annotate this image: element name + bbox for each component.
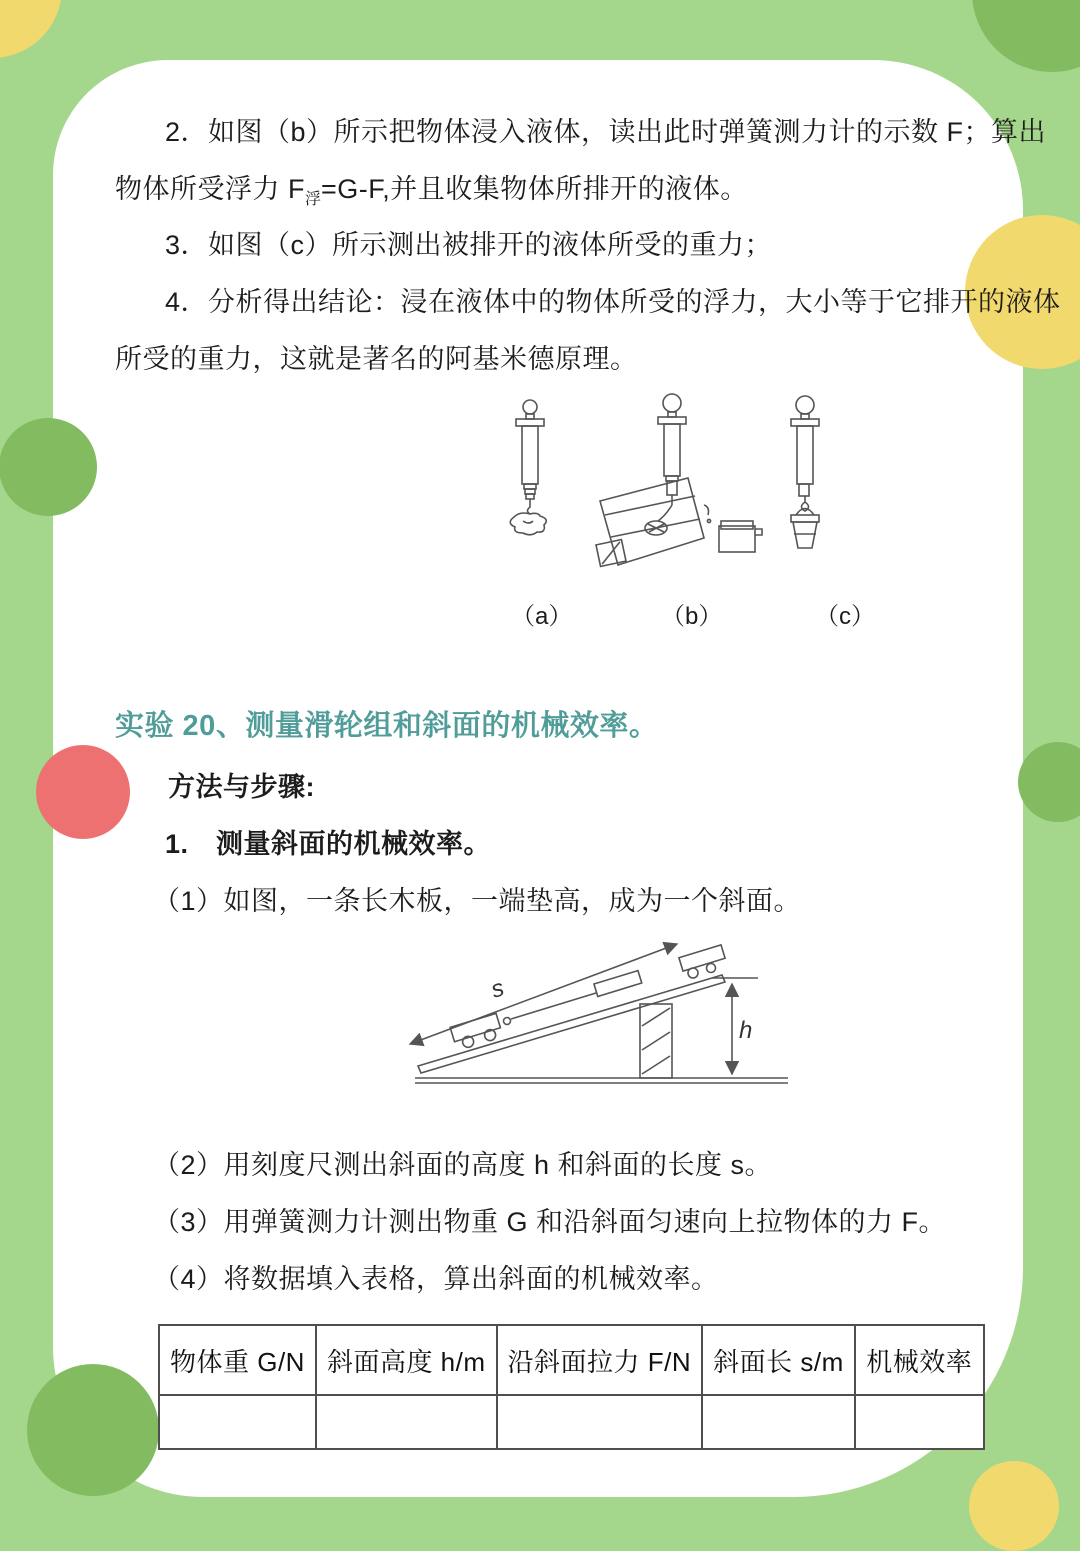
decor-circle-yellow-top-left bbox=[0, 0, 62, 58]
item1-sub1: （1）如图，一条长木板，一端垫高，成为一个斜面。 bbox=[153, 886, 802, 916]
top-trolley-wheel-1 bbox=[688, 968, 698, 978]
table-header-force: 沿斜面拉力 F/N bbox=[497, 1325, 703, 1395]
buoyancy-step2-line2-suffix: =G-F,并且收集物体所排开的液体。 bbox=[321, 174, 748, 204]
table-header-length: 斜面长 s/m bbox=[702, 1325, 855, 1395]
support-block-hatching bbox=[642, 1008, 670, 1074]
pull-cord bbox=[511, 993, 596, 1019]
decor-circle-green-right-mid bbox=[1018, 742, 1080, 822]
table-cell-force bbox=[497, 1395, 703, 1449]
experiment20-heading: 实验 20、测量滑轮组和斜面的机械效率。 bbox=[115, 710, 659, 742]
incline-figure bbox=[390, 920, 820, 1115]
s-label: s bbox=[487, 974, 508, 1004]
table-header-weight: 物体重 G/N bbox=[159, 1325, 316, 1395]
table-header-efficiency: 机械效率 bbox=[855, 1325, 984, 1395]
item1-sub3: （3）用弹簧测力计测出物重 G 和沿斜面匀速向上拉物体的力 F。 bbox=[153, 1207, 947, 1237]
buoyancy-step3: 3．如图（c）所示测出被排开的液体所受的重力； bbox=[165, 230, 773, 260]
h-label: h bbox=[739, 1017, 753, 1044]
buoyancy-step4-line2: 所受的重力，这就是著名的阿基米德原理。 bbox=[115, 344, 638, 374]
buoyancy-step4-line1: 4．分析得出结论：浸在液体中的物体所受的浮力，大小等于它排开的液体 bbox=[165, 287, 1061, 317]
figure-label-c: （c） bbox=[815, 603, 875, 630]
buoyancy-step2-line2-prefix: 物体所受浮力 F bbox=[115, 174, 305, 204]
spring-scale-a bbox=[510, 400, 546, 535]
item1-sub2: （2）用刻度尺测出斜面的高度 h 和斜面的长度 s。 bbox=[153, 1150, 773, 1180]
efficiency-table-wrapper bbox=[158, 1324, 985, 1450]
table-cell-weight bbox=[159, 1395, 316, 1449]
buoyancy-step2-line1: 2．如图（b）所示把物体浸入液体，读出此时弹簧测力计的示数 F；算出 bbox=[165, 117, 1047, 147]
table-cell-height bbox=[316, 1395, 497, 1449]
table-header-row bbox=[159, 1325, 984, 1395]
top-trolley bbox=[679, 945, 725, 971]
table-cell-length bbox=[702, 1395, 855, 1449]
cart-hook bbox=[504, 1018, 511, 1025]
buoyancy-f-subscript: 浮 bbox=[305, 191, 322, 208]
item1-title: 1. 测量斜面的机械效率。 bbox=[165, 829, 492, 859]
top-trolley-wheel-2 bbox=[707, 964, 716, 973]
table-data-row bbox=[159, 1395, 984, 1449]
buoyancy-step2-line2 bbox=[115, 167, 748, 209]
item1-sub4: （4）将数据填入表格，算出斜面的机械效率。 bbox=[153, 1264, 719, 1294]
efficiency-table bbox=[158, 1324, 985, 1450]
page-content bbox=[53, 60, 1061, 1497]
spring-scale-b bbox=[596, 394, 762, 566]
spring-scale-on-incline bbox=[594, 971, 642, 997]
table-header-height: 斜面高度 h/m bbox=[316, 1325, 497, 1395]
table-cell-efficiency bbox=[855, 1395, 984, 1449]
spring-scale-c bbox=[791, 396, 819, 548]
steps-title: 方法与步骤: bbox=[168, 772, 315, 802]
figure-label-a: （a） bbox=[511, 603, 573, 630]
spring-scale-figure bbox=[453, 393, 853, 571]
figure-label-b: （b） bbox=[661, 603, 723, 630]
